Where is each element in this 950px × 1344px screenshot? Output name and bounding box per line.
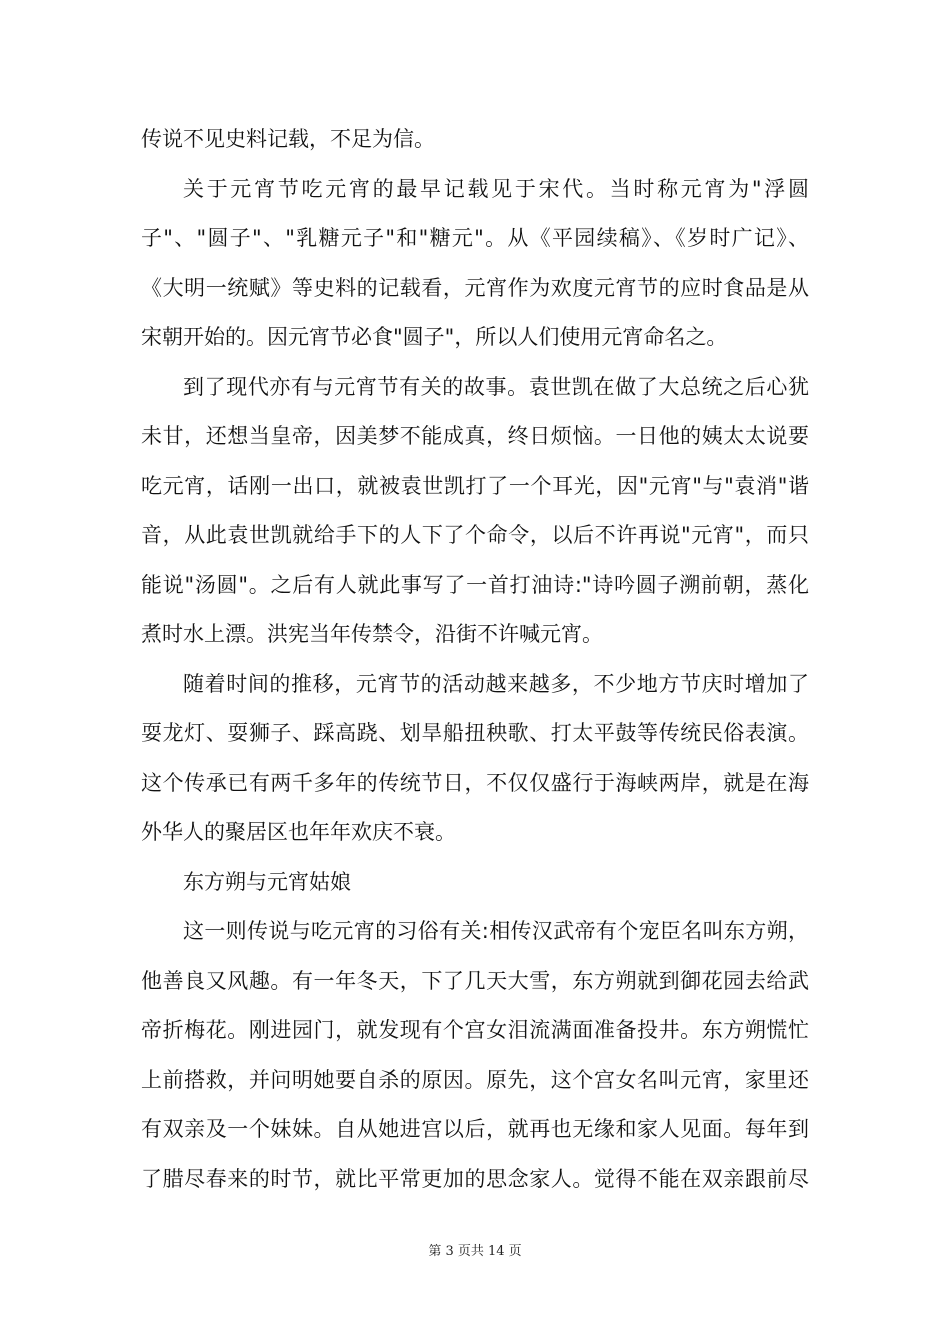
text-line: 这个传承已有两千多年的传统节日，不仅仅盛行于海峡两岸，就是在海 bbox=[141, 770, 809, 795]
text-line: 宋朝开始的。因元宵节必食"圆子"，所以人们使用元宵命名之。 bbox=[141, 325, 728, 349]
text-line: 随着时间的推移，元宵节的活动越来越多，不少地方节庆时增加了 bbox=[183, 671, 809, 696]
text-line: 帝折梅花。刚进园门，就发现有个宫女泪流满面准备投井。东方朔慌忙 bbox=[141, 1018, 809, 1042]
text-line: 耍龙灯、耍狮子、踩高跷、划旱船扭秧歌、打太平鼓等传统民俗表演。 bbox=[141, 721, 809, 745]
page-number-footer: 第 3 页共 14 页 bbox=[428, 1244, 522, 1259]
text-line: 了腊尽春来的时节，就比平常更加的思念家人。觉得不能在双亲跟前尽 bbox=[141, 1166, 809, 1191]
text-line: 子"、"圆子"、"乳糖元子"和"糖元"。从《平园续稿》、《岁时广记》、 bbox=[141, 226, 809, 250]
text-line: 关于元宵节吃元宵的最早记载见于宋代。当时称元宵为"浮圆 bbox=[183, 176, 809, 201]
text-line: 煮时水上漂。洪宪当年传禁令，沿街不许喊元宵。 bbox=[141, 622, 603, 646]
text-line: 有双亲及一个妹妹。自从她进宫以后，就再也无缘和家人见面。每年到 bbox=[141, 1117, 809, 1141]
text-line: 外华人的聚居区也年年欢庆不衰。 bbox=[141, 820, 456, 844]
text-line: 传说不见史料记载，不足为信。 bbox=[141, 127, 435, 151]
text-line: 到了现代亦有与元宵节有关的故事。袁世凯在做了大总统之后心犹 bbox=[183, 374, 809, 399]
section-heading: 东方朔与元宵姑娘 bbox=[183, 869, 351, 894]
text-line: 上前搭救，并问明她要自杀的原因。原先，这个宫女名叫元宵，家里还 bbox=[141, 1067, 809, 1092]
text-line: 能说"汤圆"。之后有人就此事写了一首打油诗:"诗吟圆子溯前朝，蒸化 bbox=[141, 572, 809, 597]
text-line: 他善良又风趣。有一年冬天，下了几天大雪，东方朔就到御花园去给武 bbox=[141, 968, 809, 993]
text-line: 《大明一统赋》等史料的记载看，元宵作为欢度元宵节的应时食品是从 bbox=[141, 275, 809, 300]
text-line: 这一则传说与吃元宵的习俗有关:相传汉武帝有个宠臣名叫东方朔， bbox=[183, 919, 809, 943]
text-line: 吃元宵，话刚一出口，就被袁世凯打了一个耳光，因"元宵"与"袁消"谐 bbox=[141, 473, 809, 498]
text-line: 未甘，还想当皇帝，因美梦不能成真，终日烦恼。一日他的姨太太说要 bbox=[141, 424, 809, 448]
document-body bbox=[141, 115, 809, 1204]
text-line: 音，从此袁世凯就给手下的人下了个命令，以后不许再说"元宵"，而只 bbox=[141, 523, 809, 547]
